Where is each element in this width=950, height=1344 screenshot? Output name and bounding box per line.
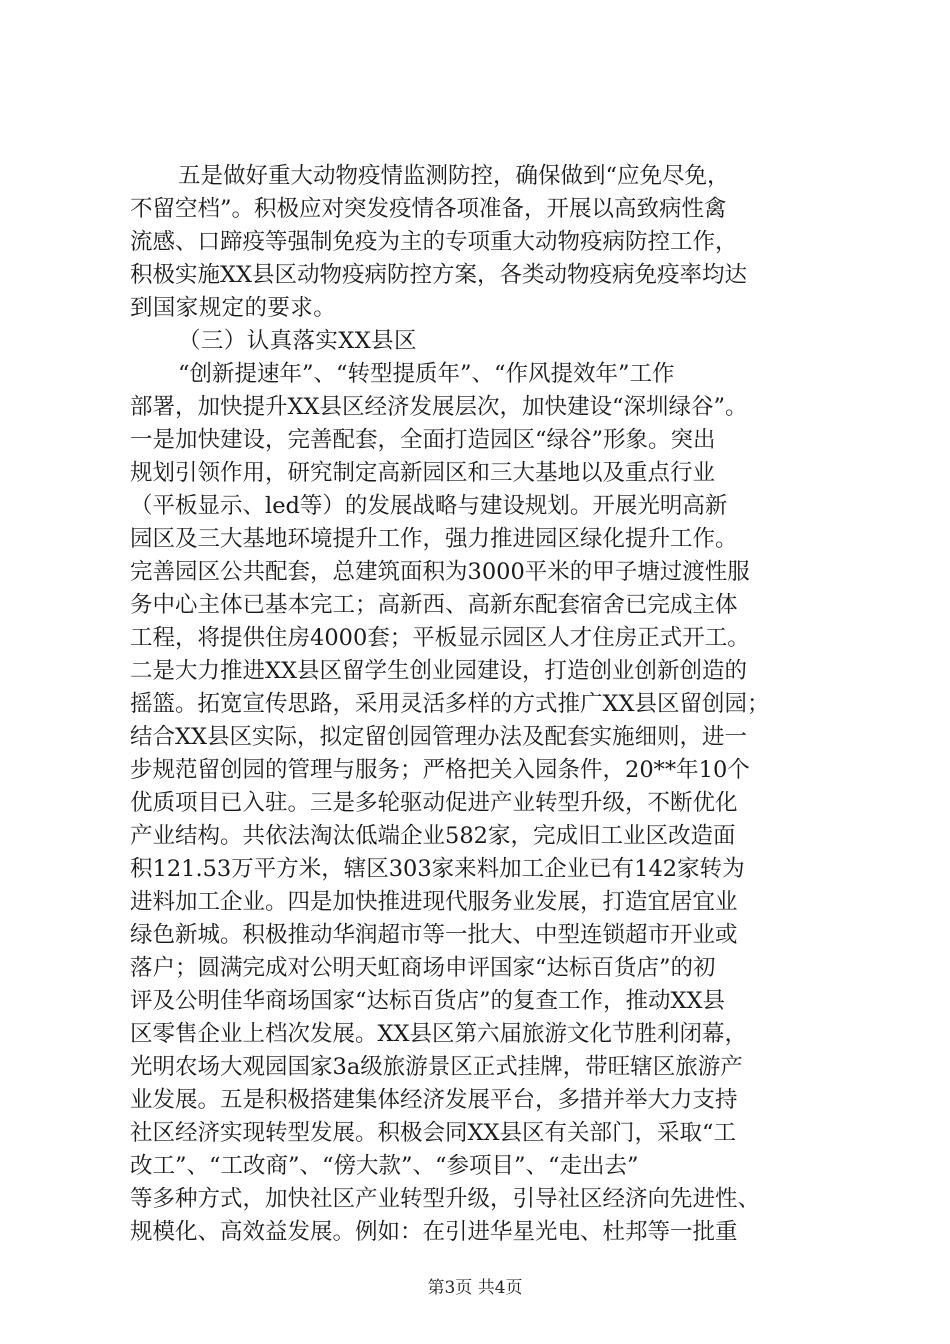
- document-body: [130, 160, 842, 1249]
- text-line: 优质项目已入驻。三是多轮驱动促进产业转型升级，不断优化: [130, 790, 738, 816]
- text-line: 务中心主体已基本完工；高新西、高新东配套宿舍已完成主体: [130, 592, 738, 618]
- text-line: 积121.53万平方米，辖区303家来料加工企业已有142家转为: [130, 856, 745, 882]
- text-line: 落户；圆满完成对公明天虹商场申评国家“达标百货店”的初: [130, 955, 716, 981]
- text-line: 工程，将提供住房4000套；平板显示园区人才住房正式开工。: [130, 625, 750, 651]
- page-footer: 第3页 共4页: [427, 1278, 523, 1298]
- text-line: 步规范留创园的管理与服务；严格把关入园条件，20**年10个: [130, 757, 750, 783]
- text-line: 到国家规定的要求。: [130, 295, 337, 321]
- text-line: 一是加快建设，完善配套，全面打造园区“绿谷”形象。突出: [130, 427, 716, 453]
- text-line: 评及公明佳华商场国家“达标百货店”的复查工作，推动XX县: [130, 988, 726, 1014]
- text-line: 改工”、“工改商”、“傍大款”、“参项目”、“走出去”: [130, 1153, 639, 1179]
- text-line: 业发展。五是积极搭建集体经济发展平台，多措并举大力支持: [130, 1087, 738, 1113]
- text-line: 社区经济实现转型发展。积极会同XX县区有关部门，采取“工: [130, 1120, 737, 1146]
- text-line: 产业结构。共依法淘汰低端企业582家，完成旧工业区改造面: [130, 823, 736, 849]
- text-line: 区零售企业上档次发展。XX县区第六届旅游文化节胜利闭幕，: [130, 1021, 748, 1047]
- text-line: （平板显示、led等）的发展战略与建设规划。开展光明高新: [130, 493, 728, 519]
- text-line: 二是大力推进XX县区留学生创业园建设，打造创业创新创造的: [130, 658, 748, 684]
- text-line: 部署，加快提升XX县区经济发展层次，加快建设“深圳绿谷”。: [130, 394, 748, 420]
- text-line: 光明农场大观园国家3a级旅游景区正式挂牌，带旺辖区旅游产: [130, 1054, 743, 1080]
- text-line: 积极实施XX县区动物疫病防控方案，各类动物疫病免疫率均达: [130, 262, 748, 288]
- text-line: 流感、口蹄疫等强制免疫为主的专项重大动物疫病防控工作，: [130, 229, 738, 255]
- text-line: 园区及三大基地环境提升工作，强力推进园区绿化提升工作。: [130, 526, 738, 552]
- text-line: “创新提速年”、“转型提质年”、“作风提效年”工作: [178, 361, 675, 387]
- text-line: 不留空档”。积极应对突发疫情各项准备，开展以高致病性禽: [130, 196, 727, 222]
- text-line: 结合XX县区实际，拟定留创园管理办法及配套实施细则，进一: [130, 724, 748, 750]
- section-heading: （三）认真落实XX县区: [178, 328, 417, 354]
- text-line: 进料加工企业。四是加快推进现代服务业发展，打造宜居宜业: [130, 889, 738, 915]
- text-line: 完善园区公共配套，总建筑面积为3000平米的甲子塘过渡性服: [130, 559, 750, 585]
- text-line: 规划引领作用，研究制定高新园区和三大基地以及重点行业: [130, 460, 716, 486]
- text-line: 绿色新城。积极推动华润超市等一批大、中型连锁超市开业或: [130, 922, 738, 948]
- text-line: 摇篮。拓宽宣传思路，采用灵活多样的方式推广XX县区留创园；: [130, 691, 770, 717]
- text-line: 五是做好重大动物疫情监测防控，确保做到“应免尽免，: [178, 163, 730, 189]
- text-line: 等多种方式，加快社区产业转型升级，引导社区经济向先进性、: [130, 1186, 761, 1212]
- text-line: 规模化、高效益发展。例如：在引进华星光电、杜邦等一批重: [130, 1219, 738, 1245]
